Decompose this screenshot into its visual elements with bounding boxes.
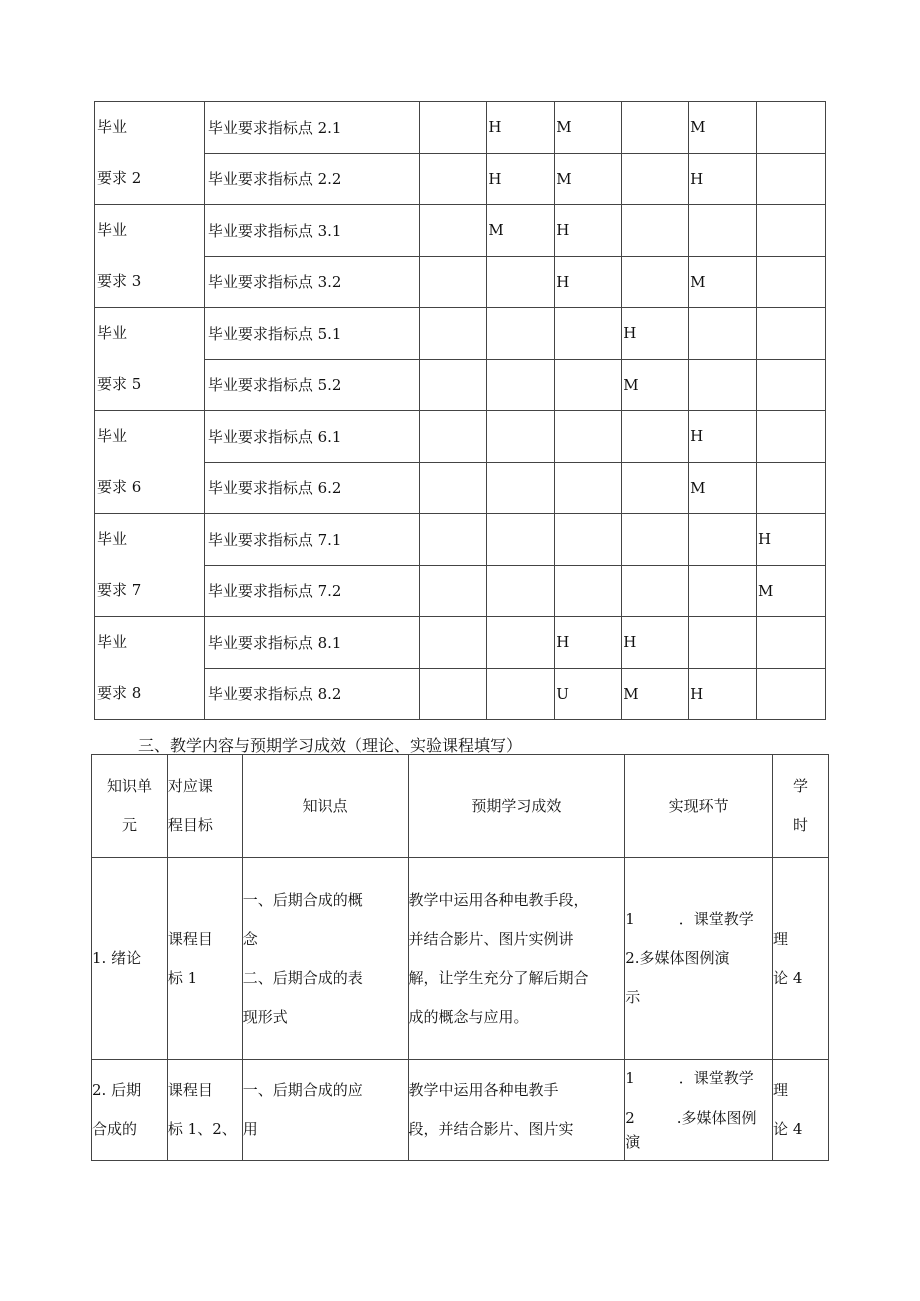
cell-outcome: 教学中运用各种电教手段， 并结合影片、图片实例讲 解，让学生充分了解后期合 成的概念与应用。 xyxy=(408,858,625,1060)
support-level-cell xyxy=(757,668,826,720)
support-level-cell: M xyxy=(622,668,689,720)
support-level-cell xyxy=(487,411,555,463)
support-level-cell xyxy=(487,308,555,360)
support-level-cell xyxy=(487,462,555,514)
support-level-cell xyxy=(689,359,757,411)
support-level-cell: H xyxy=(689,668,757,720)
cell-points: 一、后期合成的应 用 xyxy=(242,1060,408,1161)
section-heading: 三、教学内容与预期学习成效（理论、实验课程填写） xyxy=(138,736,523,755)
support-level-cell xyxy=(419,411,487,463)
support-level-cell: H xyxy=(487,153,555,205)
support-level-cell xyxy=(622,102,689,154)
content-table xyxy=(91,754,829,1161)
header-unit: 知识单 元 xyxy=(92,755,168,858)
cell-outcome: 教学中运用各种电教手 段，并结合影片、图片实 xyxy=(408,1060,625,1161)
support-level-cell: M xyxy=(689,462,757,514)
table-row xyxy=(95,102,826,154)
table-row xyxy=(95,617,826,669)
support-level-cell: M xyxy=(689,256,757,308)
header-method: 实现环节 xyxy=(625,755,773,858)
support-level-cell xyxy=(757,205,826,257)
support-level-cell: M xyxy=(622,359,689,411)
support-level-cell xyxy=(757,411,826,463)
cell-method: 1 ．课堂教学 2 .多媒体图例 演 xyxy=(625,1060,773,1161)
support-level-cell: H xyxy=(689,411,757,463)
cell-hours: 理 论 4 xyxy=(773,858,829,1060)
requirement-matrix xyxy=(94,101,826,720)
support-level-cell xyxy=(419,462,487,514)
table-row xyxy=(95,153,826,205)
indicator-label: 毕业要求指标点 3.1 xyxy=(204,205,419,257)
support-level-cell: M xyxy=(487,205,555,257)
table-row xyxy=(95,308,826,360)
indicator-label: 毕业要求指标点 7.2 xyxy=(204,565,419,617)
support-level-cell xyxy=(622,462,689,514)
indicator-label: 毕业要求指标点 6.1 xyxy=(204,411,419,463)
support-level-cell xyxy=(757,617,826,669)
cell-hours: 理 论 4 xyxy=(773,1060,829,1161)
support-level-cell: H xyxy=(555,256,622,308)
header-hours: 学 时 xyxy=(773,755,829,858)
support-level-cell: H xyxy=(757,514,826,566)
support-level-cell xyxy=(689,617,757,669)
support-level-cell xyxy=(419,205,487,257)
support-level-cell xyxy=(622,153,689,205)
support-level-cell xyxy=(757,153,826,205)
support-level-cell xyxy=(419,514,487,566)
requirement-cell: 毕业 要求 3 xyxy=(95,205,205,308)
table-row xyxy=(95,565,826,617)
requirement-cell: 毕业 要求 8 xyxy=(95,617,205,720)
support-level-cell xyxy=(689,205,757,257)
requirement-cell: 毕业 要求 5 xyxy=(95,308,205,411)
indicator-label: 毕业要求指标点 6.2 xyxy=(204,462,419,514)
support-level-cell: H xyxy=(622,308,689,360)
support-level-cell xyxy=(487,617,555,669)
support-level-cell xyxy=(689,565,757,617)
support-level-cell: H xyxy=(555,617,622,669)
support-level-cell xyxy=(555,359,622,411)
cell-target: 课程目 标 1、2、 xyxy=(167,1060,242,1161)
requirement-cell: 毕业 要求 6 xyxy=(95,411,205,514)
support-level-cell xyxy=(419,359,487,411)
cell-points: 一、后期合成的概 念 二、后期合成的表 现形式 xyxy=(242,858,408,1060)
indicator-label: 毕业要求指标点 7.1 xyxy=(204,514,419,566)
indicator-label: 毕业要求指标点 8.2 xyxy=(204,668,419,720)
header-outcome: 预期学习成效 xyxy=(408,755,625,858)
cell-method: 1 ．课堂教学 2.多媒体图例演 示 xyxy=(625,858,773,1060)
support-level-cell xyxy=(689,514,757,566)
table-row xyxy=(95,256,826,308)
support-level-cell xyxy=(487,514,555,566)
support-level-cell xyxy=(555,308,622,360)
support-level-cell xyxy=(622,205,689,257)
support-level-cell xyxy=(555,411,622,463)
support-level-cell: H xyxy=(689,153,757,205)
support-level-cell xyxy=(622,256,689,308)
support-level-cell: M xyxy=(757,565,826,617)
support-level-cell: H xyxy=(622,617,689,669)
support-level-cell xyxy=(555,514,622,566)
support-level-cell xyxy=(419,565,487,617)
support-level-cell xyxy=(487,256,555,308)
support-level-cell xyxy=(555,462,622,514)
support-level-cell xyxy=(555,565,622,617)
support-level-cell xyxy=(419,153,487,205)
support-level-cell xyxy=(487,359,555,411)
support-level-cell xyxy=(757,308,826,360)
requirement-cell: 毕业 要求 7 xyxy=(95,514,205,617)
table-row xyxy=(92,1060,829,1161)
support-level-cell xyxy=(419,256,487,308)
requirement-cell: 毕业 要求 2 xyxy=(95,102,205,205)
indicator-label: 毕业要求指标点 3.2 xyxy=(204,256,419,308)
support-level-cell xyxy=(419,668,487,720)
table-row xyxy=(95,359,826,411)
header-points: 知识点 xyxy=(242,755,408,858)
support-level-cell xyxy=(419,617,487,669)
header-target: 对应课 程目标 xyxy=(167,755,242,858)
support-level-cell xyxy=(757,102,826,154)
table-row xyxy=(95,668,826,720)
support-level-cell xyxy=(757,462,826,514)
table-row xyxy=(95,411,826,463)
support-level-cell: H xyxy=(487,102,555,154)
indicator-label: 毕业要求指标点 5.2 xyxy=(204,359,419,411)
indicator-label: 毕业要求指标点 2.1 xyxy=(204,102,419,154)
support-level-cell xyxy=(622,514,689,566)
support-level-cell xyxy=(689,308,757,360)
table-row xyxy=(95,205,826,257)
support-level-cell xyxy=(419,308,487,360)
support-level-cell xyxy=(487,565,555,617)
support-level-cell xyxy=(622,565,689,617)
indicator-label: 毕业要求指标点 5.1 xyxy=(204,308,419,360)
table-row xyxy=(95,462,826,514)
support-level-cell: H xyxy=(555,205,622,257)
table-header-row xyxy=(92,755,829,858)
support-level-cell: M xyxy=(689,102,757,154)
indicator-label: 毕业要求指标点 8.1 xyxy=(204,617,419,669)
support-level-cell xyxy=(757,256,826,308)
indicator-label: 毕业要求指标点 2.2 xyxy=(204,153,419,205)
support-level-cell: M xyxy=(555,102,622,154)
support-level-cell xyxy=(419,102,487,154)
support-level-cell xyxy=(757,359,826,411)
table-row xyxy=(92,858,829,1060)
table-row xyxy=(95,514,826,566)
cell-unit: 1. 绪论 xyxy=(92,858,168,1060)
cell-unit: 2. 后期 合成的 xyxy=(92,1060,168,1161)
support-level-cell xyxy=(622,411,689,463)
support-level-cell xyxy=(487,668,555,720)
support-level-cell: U xyxy=(555,668,622,720)
support-level-cell: M xyxy=(555,153,622,205)
cell-target: 课程目 标 1 xyxy=(167,858,242,1060)
